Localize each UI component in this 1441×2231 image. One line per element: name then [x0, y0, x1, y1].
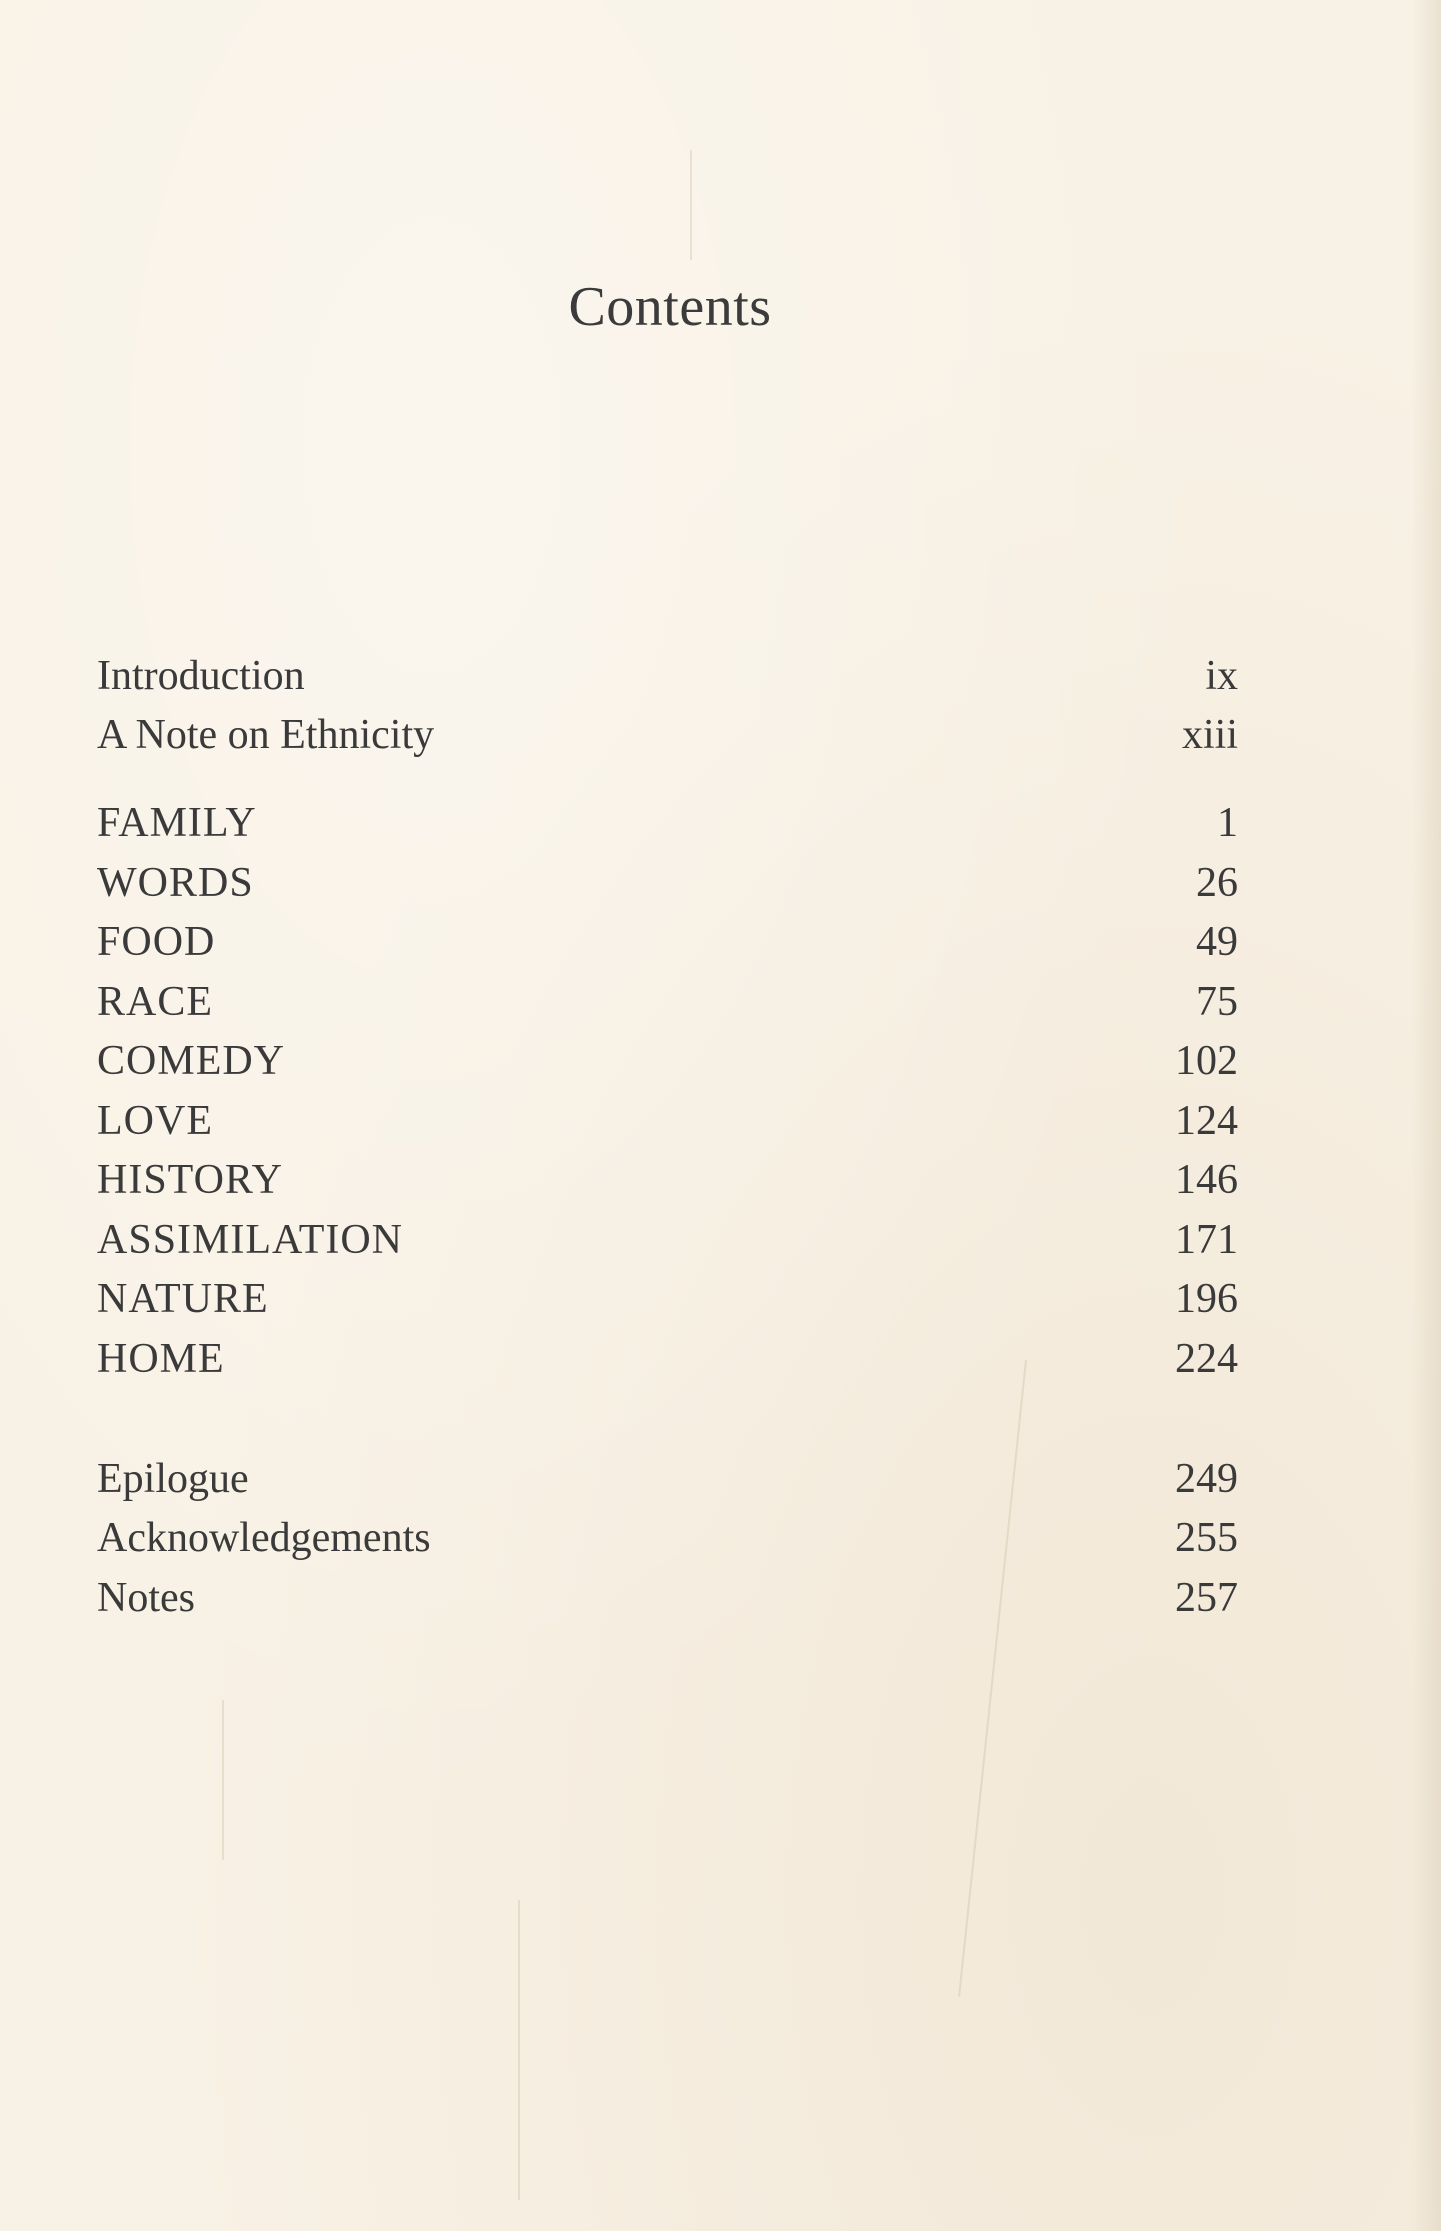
toc-entry-assimilation[interactable] — [97, 1212, 1238, 1268]
toc-entry-label: ASSIMILATION — [97, 1217, 403, 1263]
toc-entry-acknowledgements[interactable] — [97, 1510, 1238, 1566]
toc-entry-history[interactable] — [97, 1152, 1238, 1208]
page-title: Contents — [568, 276, 772, 338]
toc-entry-label: FOOD — [97, 919, 216, 965]
toc-entry-family[interactable] — [97, 795, 1238, 851]
toc-entry-label: HOME — [97, 1336, 225, 1382]
toc-entry-note-on-ethnicity[interactable] — [97, 707, 1238, 763]
toc-entry-race[interactable] — [97, 974, 1238, 1030]
toc-entry-page: 26 — [1196, 860, 1238, 906]
toc-entry-page: 124 — [1175, 1098, 1238, 1144]
toc-entry-nature[interactable] — [97, 1271, 1238, 1327]
toc-entry-page: 102 — [1175, 1038, 1238, 1084]
toc-entry-page: 49 — [1196, 919, 1238, 965]
page-edge-shadow — [1411, 0, 1441, 2231]
toc-entry-page: ix — [1205, 653, 1238, 699]
toc-entry-words[interactable] — [97, 855, 1238, 911]
toc-entry-home[interactable] — [97, 1331, 1238, 1387]
toc-entry-label: LOVE — [97, 1098, 213, 1144]
toc-entry-page: 196 — [1175, 1276, 1238, 1322]
toc-entry-page: 249 — [1175, 1456, 1238, 1502]
toc-entry-label: Notes — [97, 1575, 195, 1621]
paper-crease — [518, 1900, 520, 2200]
toc-entry-page: 146 — [1175, 1157, 1238, 1203]
toc-entry-page: 257 — [1175, 1575, 1238, 1621]
toc-entry-page: 224 — [1175, 1336, 1238, 1382]
toc-entry-page: xiii — [1181, 712, 1238, 758]
toc-entry-comedy[interactable] — [97, 1033, 1238, 1089]
toc-entry-epilogue[interactable] — [97, 1451, 1238, 1507]
toc-entry-label: Acknowledgements — [97, 1515, 431, 1561]
toc-entry-love[interactable] — [97, 1093, 1238, 1149]
toc-entry-label: COMEDY — [97, 1038, 286, 1084]
toc-entry-page: 171 — [1175, 1217, 1238, 1263]
toc-entry-label: NATURE — [97, 1276, 269, 1322]
toc-entry-food[interactable] — [97, 914, 1238, 970]
toc-entry-label: HISTORY — [97, 1157, 283, 1203]
paper-crease — [690, 150, 692, 260]
toc-entry-label: A Note on Ethnicity — [97, 712, 435, 758]
toc-entry-page: 75 — [1196, 979, 1238, 1025]
toc-entry-label: WORDS — [97, 860, 254, 906]
toc-entry-label: FAMILY — [97, 800, 257, 846]
toc-entry-label: Epilogue — [97, 1456, 249, 1502]
toc-entry-page: 255 — [1175, 1515, 1238, 1561]
toc-entry-introduction[interactable] — [97, 648, 1238, 704]
toc-entry-page: 1 — [1217, 800, 1238, 846]
toc-entry-notes[interactable] — [97, 1570, 1238, 1626]
toc-entry-label: Introduction — [97, 653, 305, 699]
toc-entry-label: RACE — [97, 979, 214, 1025]
paper-crease — [222, 1700, 224, 1860]
